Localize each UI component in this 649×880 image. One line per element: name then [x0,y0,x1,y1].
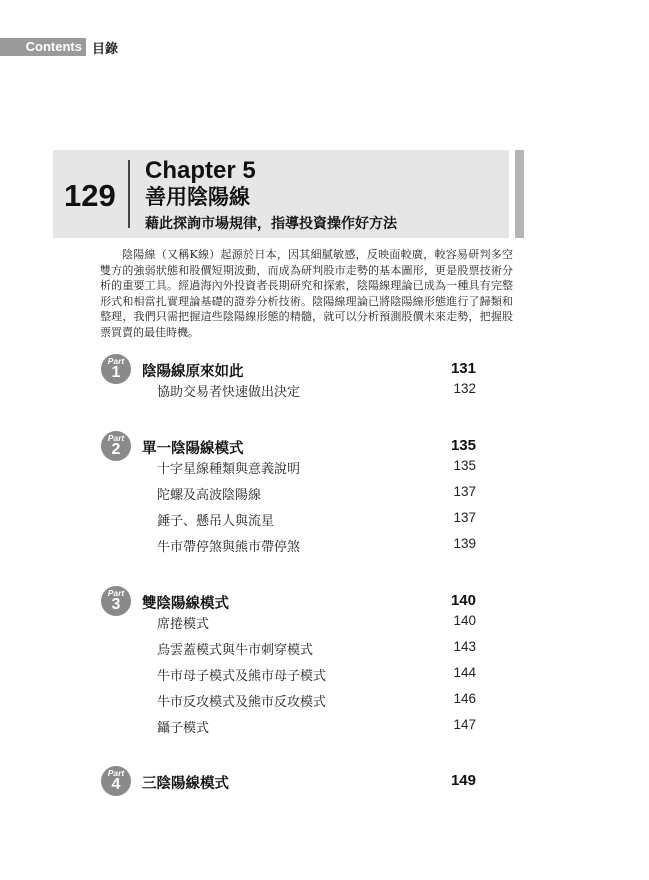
part-row[interactable] [0,586,649,613]
toc-item-title[interactable]: 牛市帶停煞與熊市帶停煞 [157,540,301,555]
toc-item[interactable] [0,536,649,558]
chapter-heading[interactable]: Chapter 5 [145,157,256,184]
chapter-page-number[interactable]: 129 [64,178,116,213]
toc-item-title[interactable]: 席捲模式 [157,617,210,632]
part-badge-number: 1 [111,364,121,381]
part-badge-number: 2 [111,441,121,458]
toc-item[interactable] [0,665,649,687]
toc-item-title[interactable]: 鑷子模式 [157,721,210,736]
part-badge-word: Part [107,433,125,443]
part-row[interactable] [0,766,649,793]
header-title: 目錄 [92,41,119,57]
toc-item-title[interactable]: 牛市反攻模式及熊市反攻模式 [157,695,327,710]
part-badge [101,431,131,461]
part-page: 131 [450,360,476,377]
part-badge-number: 3 [111,596,121,613]
toc-item-page: 147 [453,717,476,732]
part-badge-word: Part [107,768,125,778]
toc-item-title[interactable]: 十字星線種類與意義說明 [157,462,301,477]
toc-item-title[interactable]: 牛市母子模式及熊市母子模式 [157,669,327,684]
toc-item[interactable] [0,458,649,480]
part-page: 149 [450,772,476,789]
toc-item[interactable] [0,613,649,635]
toc-item[interactable] [0,510,649,532]
toc-item[interactable] [0,691,649,713]
part-title[interactable]: 雙陰陽線模式 [142,596,229,612]
toc-item[interactable] [0,484,649,506]
part-badge [101,586,131,616]
toc-item-page: 144 [453,665,476,680]
toc-item-page: 137 [453,484,476,499]
toc-item-title[interactable]: 陀螺及高波陰陽線 [157,488,262,503]
toc-item-page: 146 [453,691,476,706]
toc-item-page: 139 [453,536,476,551]
chapter-intro: 陰陽線（又稱K線）起源於日本，因其細膩敏感，反映面較廣，較容易研判多空雙方的強弱狀態和股價短期波動，而成為研判股市走勢的基本圖形，更是股票技術分析的重要工具。經過海內外投資者長期研究和探索，陰陽線理論已成為一種具有完整形式和相當扎實理論基礎的證券分析技術。陰陽線理論已將陰陽線形態進行了歸類和整理，我們只需把握這些陰陽線形態的精髓，就可以分析預測股價未來走勢，把握股票買賣的最佳時機。 [100,248,513,339]
toc-item[interactable] [0,639,649,661]
part-badge-number: 4 [111,776,121,793]
part-badge [101,766,131,796]
toc-item-title[interactable]: 烏雲蓋模式與牛市刺穿模式 [157,643,314,658]
chapter-divider [128,160,130,228]
part-page: 135 [450,437,476,454]
part-row[interactable] [0,431,649,458]
chapter-subtitle: 藉此探詢市場規律，指導投資操作好方法 [145,216,397,232]
part-title[interactable]: 陰陽線原來如此 [142,364,244,380]
part-badge-word: Part [107,356,125,366]
toc-item-title[interactable]: 錘子、懸吊人與流星 [157,514,275,529]
header-tab [0,38,118,56]
toc-item-page: 143 [453,639,476,654]
part-page: 140 [450,592,476,609]
part-badge-word: Part [107,588,125,598]
chapter-title[interactable]: 善用陰陽線 [145,185,250,209]
header-label: Contents [0,38,86,56]
part-title[interactable]: 單一陰陽線模式 [142,441,244,457]
part-title[interactable]: 三陰陽線模式 [142,776,229,792]
toc-item-title[interactable]: 協助交易者快速做出決定 [157,385,301,400]
toc-item-page: 135 [453,458,476,473]
toc-item-page: 140 [453,613,476,628]
part-badge [101,354,131,384]
toc-item[interactable] [0,381,649,403]
part-row[interactable] [0,354,649,381]
chapter-banner-edge [515,150,524,238]
toc-item-page: 132 [453,381,476,396]
toc-item[interactable] [0,717,649,739]
toc-item-page: 137 [453,510,476,525]
